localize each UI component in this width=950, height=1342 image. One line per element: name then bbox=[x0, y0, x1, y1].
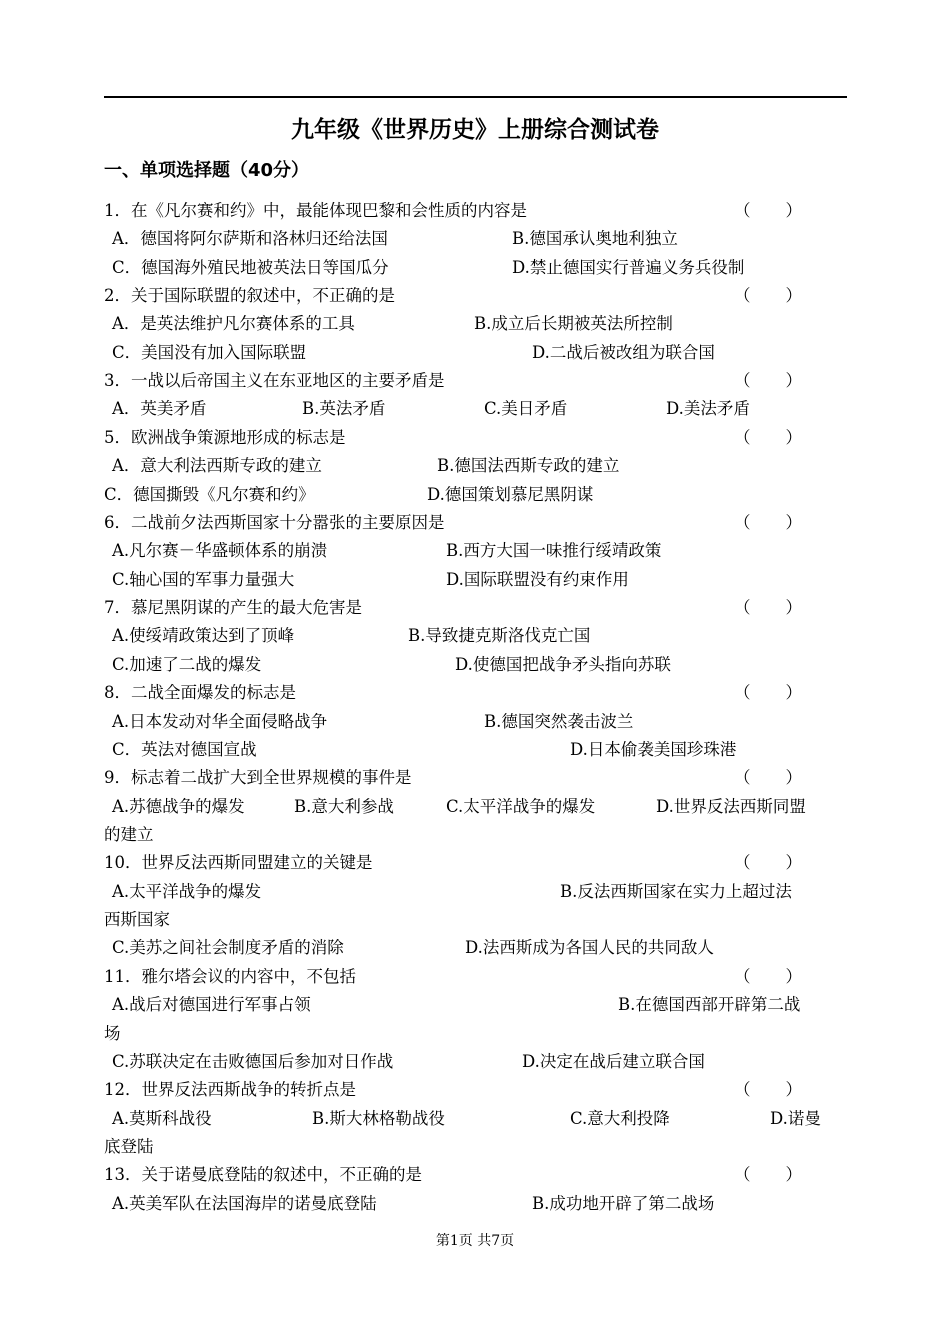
exam-title: 九年级《世界历史》上册综合测试卷 bbox=[291, 117, 659, 143]
question-stem: 2．关于国际联盟的叙述中，不正确的是 bbox=[104, 286, 395, 305]
question-option: A.日本发动对华全面侵略战争 bbox=[112, 712, 328, 731]
question-option: D.诺曼 bbox=[770, 1109, 821, 1128]
question-stem: 9．标志着二战扩大到全世界规模的事件是 bbox=[104, 768, 412, 787]
question-option: B.德国承认奥地利独立 bbox=[512, 229, 678, 248]
question-option-continuation: 的建立 bbox=[104, 825, 154, 844]
section-heading: 一、单项选择题（40分） bbox=[104, 160, 310, 181]
question-option-continuation: 西斯国家 bbox=[104, 910, 170, 929]
question-option: C．美国没有加入国际联盟 bbox=[112, 343, 307, 362]
question-stem: 1．在《凡尔赛和约》中，最能体现巴黎和会性质的内容是 bbox=[104, 201, 527, 220]
question-stem: 7．慕尼黑阴谋的产生的最大危害是 bbox=[104, 598, 362, 617]
question-stem: 6．二战前夕法西斯国家十分嚣张的主要原因是 bbox=[104, 513, 445, 532]
question-stem: 13．关于诺曼底登陆的叙述中，不正确的是 bbox=[104, 1165, 422, 1184]
question-stem: 12．世界反法西斯战争的转折点是 bbox=[104, 1080, 356, 1099]
question-option: A．英美矛盾 bbox=[112, 399, 207, 418]
question-stem: 10．世界反法西斯同盟建立的关键是 bbox=[104, 853, 373, 872]
question-option: C．英法对德国宣战 bbox=[112, 740, 257, 759]
question-option: A.莫斯科战役 bbox=[112, 1109, 212, 1128]
question-option: D.美法矛盾 bbox=[666, 399, 750, 418]
question-option: C．德国撕毁《凡尔赛和约》 bbox=[104, 485, 315, 504]
question-option: B.西方大国一味推行绥靖政策 bbox=[446, 541, 662, 560]
answer-bracket[interactable]: （ ） bbox=[734, 428, 802, 447]
question-option: D.禁止德国实行普遍义务兵役制 bbox=[512, 258, 745, 277]
question-option: B.德国突然袭击波兰 bbox=[484, 712, 634, 731]
answer-bracket[interactable]: （ ） bbox=[734, 853, 802, 872]
question-stem: 5．欧洲战争策源地形成的标志是 bbox=[104, 428, 346, 447]
question-option: C.苏联决定在击败德国后参加对日作战 bbox=[112, 1052, 394, 1071]
question-option: B.斯大林格勒战役 bbox=[312, 1109, 445, 1128]
answer-bracket[interactable]: （ ） bbox=[734, 201, 802, 220]
question-option: D.使德国把战争矛头指向苏联 bbox=[455, 655, 671, 674]
question-option: A．德国将阿尔萨斯和洛林归还给法国 bbox=[112, 229, 388, 248]
question-option: A.英美军队在法国海岸的诺曼底登陆 bbox=[112, 1194, 377, 1213]
question-option: A.战后对德国进行军事占领 bbox=[112, 995, 311, 1014]
question-option: A．是英法维护凡尔赛体系的工具 bbox=[112, 314, 355, 333]
question-option: A．意大利法西斯专政的建立 bbox=[112, 456, 322, 475]
answer-bracket[interactable]: （ ） bbox=[734, 513, 802, 532]
page-footer: 第1页 共7页 bbox=[435, 1233, 515, 1249]
question-option-continuation: 底登陆 bbox=[104, 1137, 154, 1156]
question-option: B.导致捷克斯洛伐克亡国 bbox=[408, 626, 591, 645]
question-option: C.意大利投降 bbox=[570, 1109, 670, 1128]
question-option: B.意大利参战 bbox=[294, 797, 394, 816]
question-option: A.使绥靖政策达到了顶峰 bbox=[112, 626, 295, 645]
question-option: D.国际联盟没有约束作用 bbox=[446, 570, 629, 589]
question-option: D.决定在战后建立联合国 bbox=[522, 1052, 705, 1071]
answer-bracket[interactable]: （ ） bbox=[734, 683, 802, 702]
question-option: C.加速了二战的爆发 bbox=[112, 655, 262, 674]
question-option-continuation: 场 bbox=[104, 1024, 121, 1043]
answer-bracket[interactable]: （ ） bbox=[734, 286, 802, 305]
question-option: B.成立后长期被英法所控制 bbox=[474, 314, 673, 333]
question-option: C.轴心国的军事力量强大 bbox=[112, 570, 295, 589]
question-option: C.太平洋战争的爆发 bbox=[446, 797, 596, 816]
answer-bracket[interactable]: （ ） bbox=[734, 1080, 802, 1099]
question-option: A.凡尔赛－华盛顿体系的崩溃 bbox=[112, 541, 328, 560]
question-option: C.美日矛盾 bbox=[484, 399, 568, 418]
question-option: D.德国策划慕尼黑阴谋 bbox=[427, 485, 594, 504]
question-stem: 3．一战以后帝国主义在东亚地区的主要矛盾是 bbox=[104, 371, 445, 390]
question-option: B.德国法西斯专政的建立 bbox=[437, 456, 620, 475]
question-stem: 8．二战全面爆发的标志是 bbox=[104, 683, 296, 702]
answer-bracket[interactable]: （ ） bbox=[734, 1165, 802, 1184]
question-option: A.苏德战争的爆发 bbox=[112, 797, 245, 816]
answer-bracket[interactable]: （ ） bbox=[734, 768, 802, 787]
question-option: C．德国海外殖民地被英法日等国瓜分 bbox=[112, 258, 389, 277]
question-option: B.反法西斯国家在实力上超过法 bbox=[560, 882, 792, 901]
question-option: A.太平洋战争的爆发 bbox=[112, 882, 262, 901]
question-option: C.美苏之间社会制度矛盾的消除 bbox=[112, 938, 344, 957]
header-rule bbox=[104, 96, 847, 98]
question-option: B.成功地开辟了第二战场 bbox=[532, 1194, 715, 1213]
answer-bracket[interactable]: （ ） bbox=[734, 598, 802, 617]
question-stem: 11．雅尔塔会议的内容中，不包括 bbox=[104, 967, 356, 986]
question-option: D.世界反法西斯同盟 bbox=[656, 797, 806, 816]
question-option: D.二战后被改组为联合国 bbox=[532, 343, 715, 362]
answer-bracket[interactable]: （ ） bbox=[734, 967, 802, 986]
question-option: D.法西斯成为各国人民的共同敌人 bbox=[465, 938, 714, 957]
question-option: B.英法矛盾 bbox=[302, 399, 386, 418]
question-option: D.日本偷袭美国珍珠港 bbox=[570, 740, 737, 759]
answer-bracket[interactable]: （ ） bbox=[734, 371, 802, 390]
question-option: B.在德国西部开辟第二战 bbox=[618, 995, 801, 1014]
